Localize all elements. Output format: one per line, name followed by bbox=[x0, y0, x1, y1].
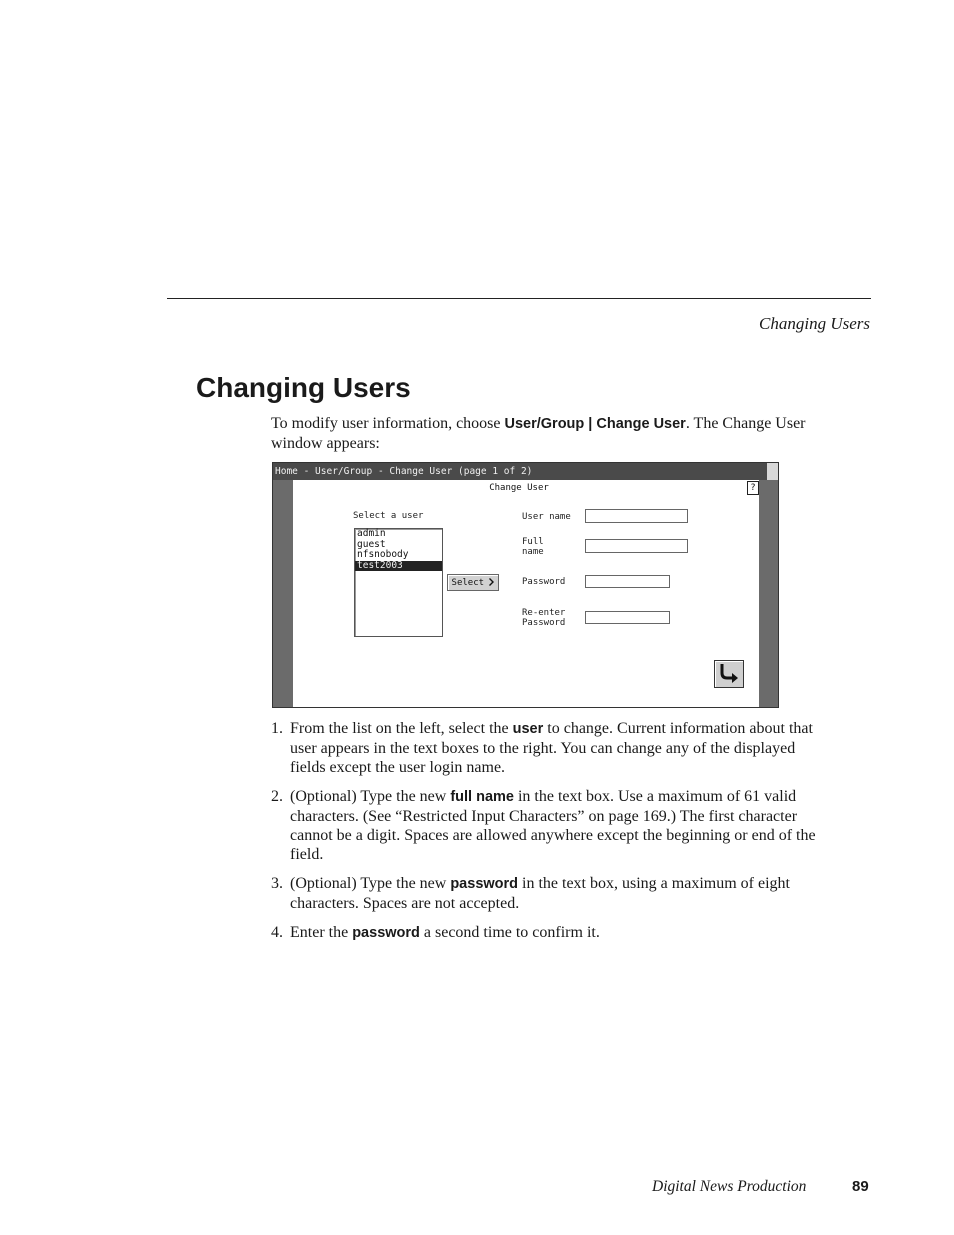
step-number: 1. bbox=[271, 720, 283, 737]
menu-path: User/Group | Change User bbox=[504, 416, 686, 432]
steps-list bbox=[271, 719, 816, 953]
apply-button[interactable] bbox=[714, 660, 744, 688]
step-text-post: in the text box, using a maximum of eight characters. Spaces are not accepted. bbox=[290, 875, 790, 912]
reenter-password-input[interactable] bbox=[585, 611, 670, 624]
chevron-right-icon bbox=[489, 578, 494, 586]
step-item bbox=[271, 923, 816, 943]
step-text-post: in the text box. Use a maximum of 61 valid characters. (See “Restricted Input Characters” on page 169.) The first character cannot be a digit. Spaces are allowed anywhere except the beginning or end of the field. bbox=[290, 788, 816, 863]
change-user-window bbox=[293, 480, 759, 707]
step-keyword: full name bbox=[450, 789, 514, 805]
user-listbox[interactable] bbox=[354, 528, 443, 637]
step-text-post: a second time to confirm it. bbox=[419, 924, 600, 941]
user-name-label: User name bbox=[522, 512, 571, 522]
step-number: 3. bbox=[271, 875, 283, 892]
step-item bbox=[271, 719, 816, 777]
select-user-label: Select a user bbox=[353, 511, 424, 521]
password-input[interactable] bbox=[585, 575, 670, 588]
reenter-password-label-line1: Re-enter bbox=[522, 608, 566, 618]
step-number: 2. bbox=[271, 788, 283, 805]
list-item[interactable]: admin bbox=[357, 528, 386, 539]
step-item bbox=[271, 874, 816, 913]
select-button-label: Select bbox=[451, 578, 485, 588]
breadcrumb[interactable]: Home - User/Group - Change User (page 1 of 2) bbox=[273, 463, 767, 480]
title-bar-strip bbox=[767, 463, 778, 480]
step-text-post: to change. Current information about that user appears in the text boxes to the right. You can change any of the displayed fields except the user login name. bbox=[290, 720, 813, 776]
step-keyword: password bbox=[450, 876, 519, 892]
full-name-input[interactable] bbox=[585, 539, 688, 553]
list-item[interactable]: nfsnobody bbox=[357, 549, 409, 560]
header-rule bbox=[167, 298, 871, 299]
step-text-pre: Enter the bbox=[290, 924, 353, 941]
step-text-pre: (Optional) Type the new bbox=[290, 788, 451, 805]
full-name-label-line1: Full bbox=[522, 537, 544, 547]
intro-text-pre: To modify user information, choose bbox=[271, 415, 505, 432]
step-number: 4. bbox=[271, 924, 283, 941]
password-label: Password bbox=[522, 577, 566, 587]
section-title: Changing Users bbox=[196, 372, 411, 403]
page-number: 89 bbox=[852, 1178, 869, 1195]
return-arrow-icon bbox=[716, 661, 742, 685]
list-item-selected[interactable]: test2003 bbox=[355, 561, 442, 572]
step-keyword: password bbox=[352, 925, 420, 941]
step-keyword: user bbox=[512, 721, 544, 737]
select-button[interactable] bbox=[447, 574, 499, 591]
user-name-input[interactable] bbox=[585, 509, 688, 523]
intro-text-post: . The Change User window appears: bbox=[271, 415, 806, 452]
step-text-pre: From the list on the left, select the bbox=[290, 720, 513, 737]
step-text-pre: (Optional) Type the new bbox=[290, 875, 451, 892]
help-icon[interactable]: ? bbox=[747, 481, 759, 495]
reenter-password-label-line2: Password bbox=[522, 618, 566, 628]
footer-book-title: Digital News Production bbox=[652, 1178, 807, 1195]
intro-paragraph bbox=[271, 414, 816, 453]
full-name-label-line2: name bbox=[522, 547, 544, 557]
change-user-screenshot bbox=[272, 462, 779, 708]
step-item bbox=[271, 787, 816, 864]
list-item[interactable]: guest bbox=[357, 538, 386, 550]
window-title: Change User bbox=[489, 483, 549, 493]
running-head: Changing Users bbox=[759, 314, 870, 333]
